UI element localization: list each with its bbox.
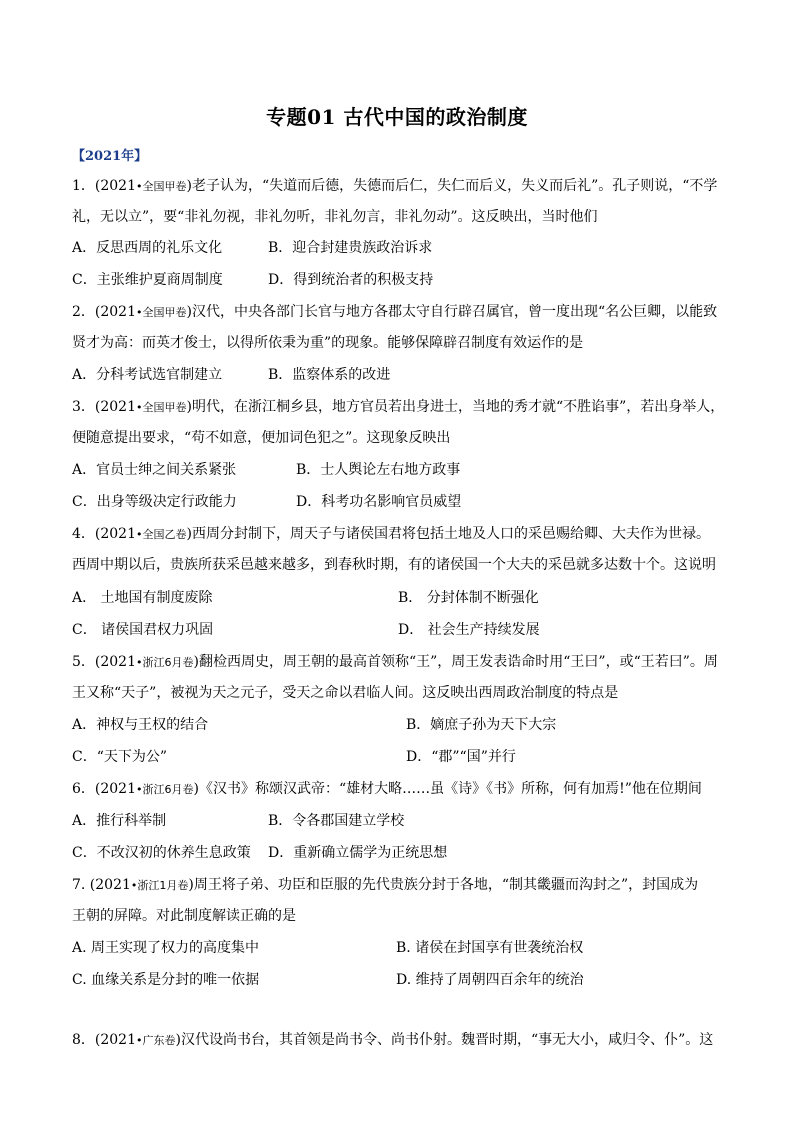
question-source: •全国乙卷 bbox=[136, 528, 187, 541]
option-d: D．得到统治者的积极支持 bbox=[268, 272, 434, 288]
option-c: C．主张维护夏商周制度 bbox=[72, 272, 223, 288]
option-a: A．反思西周的礼乐文化 bbox=[72, 240, 223, 256]
question-number: 4．(2021 bbox=[72, 526, 136, 542]
question-text: )翻检西周史，周王朝的最高首领称“王”，周王发表诰命时用“王曰”，或“王若曰”。周 bbox=[193, 654, 718, 670]
option-a: A． 土地国有制度废除 bbox=[72, 590, 213, 606]
question-text: 王又称“天子”，被视为天之元子，受天之命以君临人间。这反映出西周政治制度的特点是 bbox=[72, 685, 619, 701]
question-source: •全国甲卷 bbox=[136, 180, 187, 193]
section-heading: 【2021年】 bbox=[72, 149, 148, 164]
question-source: •全国甲卷 bbox=[136, 306, 187, 319]
option-a: A．分科考试选官制建立 bbox=[72, 367, 223, 383]
question-6 bbox=[72, 779, 702, 800]
question-7 bbox=[72, 875, 698, 896]
question-text: 便随意提出要求，“苟不如意，便加词色犯之”。这现象反映出 bbox=[72, 430, 451, 446]
question-2 bbox=[72, 302, 717, 323]
question-source: •浙江6月卷 bbox=[136, 656, 194, 669]
option-a: A．神权与王权的结合 bbox=[72, 717, 209, 733]
question-text: 西周中期以后，贵族所获采邑越来越多，到春秋时期，有的诸侯国一个大夫的采邑就多达数十个。这说明 bbox=[72, 557, 716, 573]
question-5 bbox=[72, 652, 718, 673]
option-a: A．推行科举制 bbox=[72, 813, 167, 829]
option-c: C．出身等级决定行政能力 bbox=[72, 494, 237, 510]
option-b: B． 分封体制不断强化 bbox=[398, 590, 539, 606]
option-b: B．迎合封建贵族政治诉求 bbox=[268, 240, 433, 256]
question-text: 贤才为高：而英才俊士，以得所依秉为重”的现象。能够保障辟召制度有效运作的是 bbox=[72, 335, 584, 351]
option-c: C．不改汉初的休养生息政策 bbox=[72, 845, 251, 861]
question-text: )《汉书》称颂汉武帝：“雄材大略……虽《诗》《书》所称，何有加焉!”他在位期间 bbox=[193, 781, 702, 797]
option-c: C. 血缘关系是分封的唯一依据 bbox=[72, 972, 260, 988]
question-text: 王朝的屏障。对此制度解读正确的是 bbox=[72, 908, 296, 924]
question-text: )汉代设尚书台，其首领是尚书令、尚书仆射。魏晋时期，“事无大小，咸归令、仆”。这 bbox=[175, 1032, 714, 1048]
option-a: A．官员士绅之间关系紧张 bbox=[72, 462, 237, 478]
question-8 bbox=[72, 1030, 713, 1051]
option-b: B．嫡庶子孙为天下大宗 bbox=[406, 717, 557, 733]
option-b: B．士人舆论左右地方政事 bbox=[296, 462, 461, 478]
option-a: A. 周王实现了权力的高度集中 bbox=[72, 940, 260, 956]
question-number: 5．(2021 bbox=[72, 654, 136, 670]
question-1 bbox=[72, 176, 717, 197]
question-text: )周王将子弟、功臣和臣服的先代贵族分封于各地，“制其畿疆而沟封之”，封国成为 bbox=[188, 877, 699, 893]
question-text: )西周分封制下，周天子与诸侯国君将包括土地及人口的采邑赐给卿、大夫作为世禄。 bbox=[186, 526, 710, 542]
question-source: •浙江1月卷 bbox=[130, 879, 189, 892]
question-source: •浙江6月卷 bbox=[136, 783, 194, 796]
option-d: D．重新确立儒学为正统思想 bbox=[268, 845, 448, 861]
question-number: 6．(2021 bbox=[72, 781, 136, 797]
question-text: )明代，在浙江桐乡县，地方官员若出身进士，当地的秀才就“不胜谄事”，若出身举人， bbox=[186, 399, 725, 415]
option-c: C．“天下为公” bbox=[72, 749, 168, 765]
question-source: •全国甲卷 bbox=[136, 401, 187, 414]
question-text: )老子认为，“失道而后德，失德而后仁，失仁而后义，失义而后礼”。孔子则说，“不学 bbox=[186, 178, 718, 194]
question-number: 8．(2021 bbox=[72, 1032, 136, 1048]
option-d: D． 社会生产持续发展 bbox=[398, 622, 540, 638]
question-number: 1．(2021 bbox=[72, 178, 136, 194]
question-3 bbox=[72, 397, 724, 418]
option-c: C． 诸侯国君权力巩固 bbox=[72, 622, 214, 638]
question-number: 7. (2021 bbox=[72, 877, 131, 893]
question-text: 礼，无以立”，要“非礼勿视，非礼勿听，非礼勿言，非礼勿动”。这反映出，当时他们 bbox=[72, 209, 598, 225]
question-text: )汉代，中央各部门长官与地方各郡太守自行辟召属官，曾一度出现“名公巨卿，以能致 bbox=[186, 304, 718, 320]
page-title: 专题01 古代中国的政治制度 bbox=[266, 105, 528, 129]
option-b: B．令各郡国建立学校 bbox=[268, 813, 405, 829]
question-number: 2．(2021 bbox=[72, 304, 136, 320]
option-b: B. 诸侯在封国享有世袭统治权 bbox=[396, 940, 584, 956]
option-d: D. 维持了周朝四百余年的统治 bbox=[396, 972, 584, 988]
option-b: B．监察体系的改进 bbox=[268, 367, 391, 383]
question-number: 3．(2021 bbox=[72, 399, 136, 415]
option-d: D．“郡”“国”并行 bbox=[406, 749, 516, 765]
option-d: D．科考功名影响官员威望 bbox=[296, 494, 462, 510]
question-source: •广东卷 bbox=[136, 1034, 176, 1047]
question-4 bbox=[72, 524, 710, 545]
